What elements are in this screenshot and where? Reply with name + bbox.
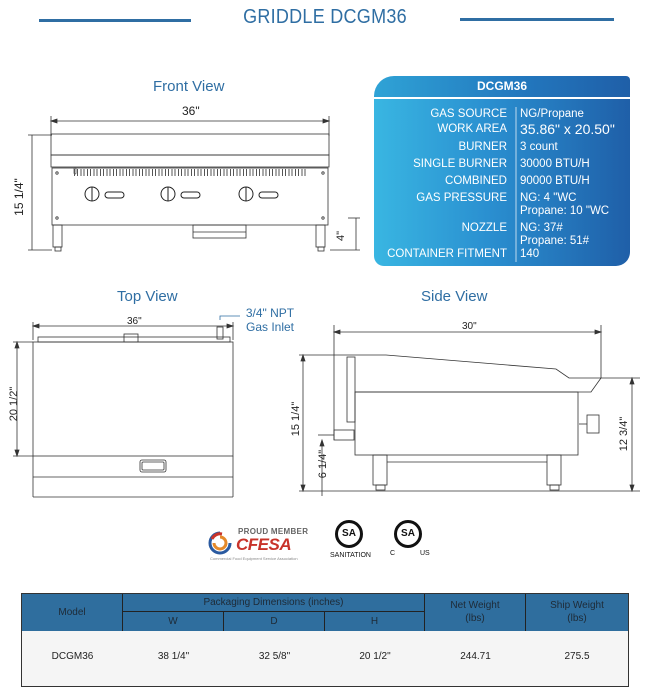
side-inlet-height-dim: 6 1/4" [317,449,329,479]
packaging-table [21,593,629,687]
cell-d: 32 5/8" [258,651,291,662]
table-row [22,631,628,686]
csa-us-label: US [420,550,430,557]
csa-c-label: C [390,550,396,557]
csa-sanitation-label: SANITATION [330,552,371,559]
cfesa-subtitle: Commercial Food Equipment Service Association [210,556,298,561]
header-w: W [123,612,224,631]
csa-cus-logo [390,520,436,564]
top-width-dim: 36" [127,316,142,327]
cfesa-swirl-icon [208,531,232,555]
header-ship-weight: Ship Weight (lbs) [526,594,628,631]
front-height-dim: 15 1/4" [12,178,26,216]
cell-h: 20 1/2" [359,651,391,662]
front-leg-dim: 4" [335,230,348,242]
header-net-weight: Net Weight (lbs) [425,594,526,631]
gas-inlet-line2: Gas Inlet [245,320,295,334]
front-view-title: Front View [153,78,225,95]
page-title: GRIDDLE DCGM36 [243,6,407,28]
cell-model: DCGM36 [51,651,94,662]
header-d: D [224,612,325,631]
spec-box-title: DCGM36 [476,79,527,93]
cfesa-logo [208,525,318,563]
front-width-dim: 36" [182,104,200,118]
header-h: H [325,612,425,631]
top-depth-dim: 20 1/2" [8,386,20,422]
side-view-title: Side View [421,288,488,305]
side-depth-dim: 30" [462,321,477,332]
csa-sanitation-logo [330,520,376,564]
cell-net-weight: 244.71 [460,651,491,662]
spec-box: DCGM36 GAS SOURCE NG/Propane WORK AREA 35.86" x 20.50" BURNER 3 count SINGLE BURNER 30000 BTU/H COMBINED 90000 BTU/H GAS PRESSURE NG: 4 "WC Propane: 10 "WC NOZZLE NG: 37# Propane: 51# CONTAINER FITMENT 140 [374,76,630,266]
side-height-dim: 15 1/4" [290,401,302,437]
cfesa-proud-member: PROUD MEMBER [238,527,309,536]
side-front-height-dim: 12 3/4" [618,416,630,452]
cfesa-name: CFESA [236,535,292,554]
header-packaging-dimensions: Packaging Dimensions (inches) [123,594,425,612]
top-view-title: Top View [117,288,178,305]
csa-icon: SA [335,520,363,548]
cell-w: 38 1/4" [157,651,190,662]
gas-inlet-line1: 3/4" NPT [245,306,295,320]
cell-ship-weight: 275.5 [564,651,590,662]
csa-icon: SA [394,520,422,548]
header-model: Model [22,594,123,631]
